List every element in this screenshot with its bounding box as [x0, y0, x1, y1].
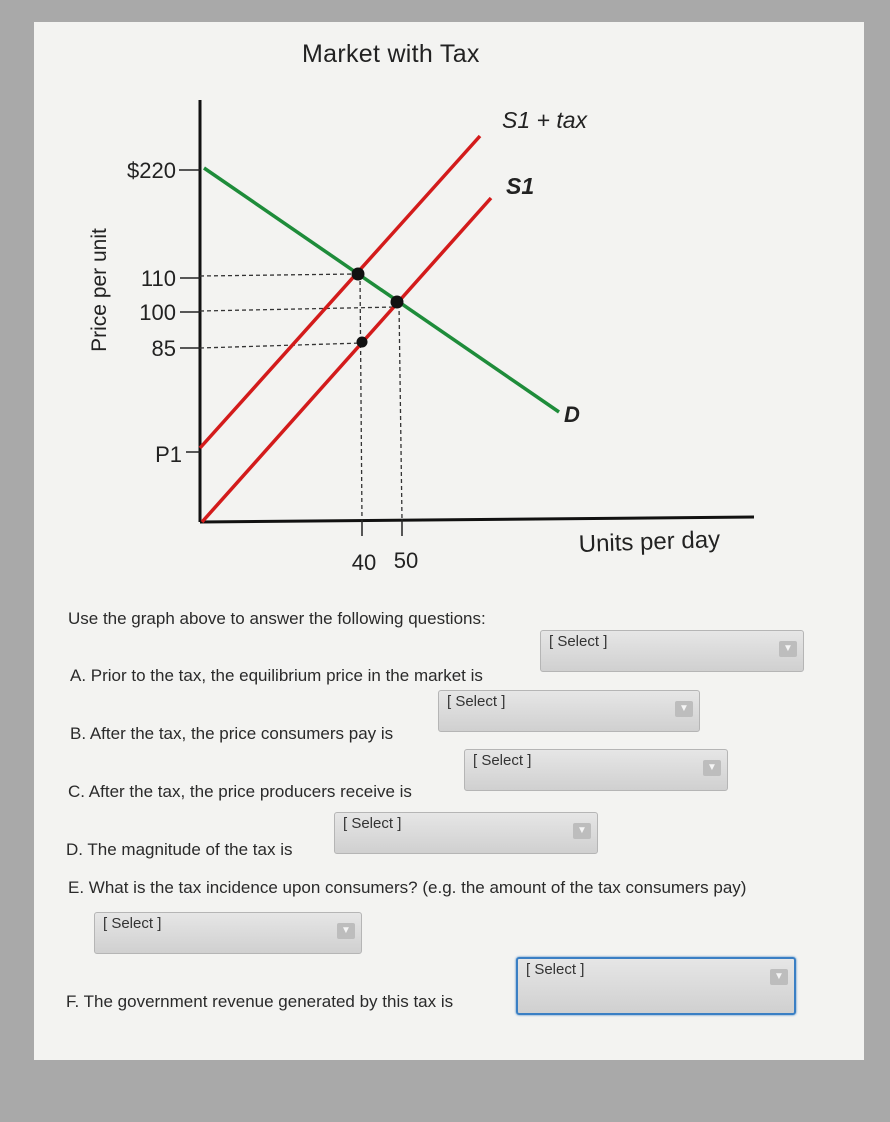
y-axis-label: Price per unit [88, 228, 111, 352]
answer-b-select[interactable] [438, 690, 700, 732]
answer-d-select[interactable] [334, 812, 598, 854]
y-tick-label: 110 [140, 266, 176, 291]
chevron-down-icon: ▼ [703, 760, 721, 776]
question-a-text: A. Prior to the tax, the equilibrium price in the market is [70, 666, 483, 685]
chevron-down-icon: ▼ [779, 641, 797, 657]
select-label: [ Select ] [549, 633, 608, 650]
x-axis-label: Units per day [578, 526, 721, 558]
graph-title: Market with Tax [302, 40, 480, 68]
question-e-text: E. What is the tax incidence upon consumers? (e.g. the amount of the tax consumers pay) [68, 878, 747, 897]
label-supply: S1 [506, 173, 535, 199]
chevron-down-icon: ▼ [337, 923, 355, 939]
y-tick-label: 100 [139, 300, 176, 325]
answer-e-select[interactable] [94, 912, 362, 954]
y-tick-label: 85 [151, 336, 176, 361]
label-supply-plus-tax: S1 + tax [502, 107, 588, 133]
select-label: [ Select ] [343, 815, 402, 832]
question-c-text: C. After the tax, the price producers receive is [68, 782, 412, 801]
select-label: [ Select ] [473, 752, 532, 769]
x-tick-label: 50 [393, 548, 419, 573]
x-tick-label: 40 [351, 550, 377, 575]
select-label: [ Select ] [526, 961, 585, 978]
question-b-text: B. After the tax, the price consumers pay is [70, 724, 394, 743]
question-d-text: D. The magnitude of the tax is [66, 840, 293, 859]
intro-text: Use the graph above to answer the following questions: [68, 609, 486, 628]
y-tick-label: P1 [155, 442, 182, 467]
chevron-down-icon: ▼ [573, 823, 591, 839]
chevron-down-icon: ▼ [675, 701, 693, 717]
select-label: [ Select ] [103, 915, 162, 932]
answer-c-select[interactable] [464, 749, 728, 791]
answer-f-select[interactable] [516, 957, 796, 1015]
answer-a-select[interactable] [540, 630, 804, 672]
y-tick-label: $220 [127, 158, 176, 183]
chevron-down-icon: ▼ [770, 969, 788, 985]
question-f-text: F. The government revenue generated by this tax is [66, 992, 454, 1011]
select-label: [ Select ] [447, 693, 506, 710]
question-section [34, 22, 864, 1060]
quiz-page [34, 22, 864, 1060]
label-demand: D [564, 402, 580, 427]
